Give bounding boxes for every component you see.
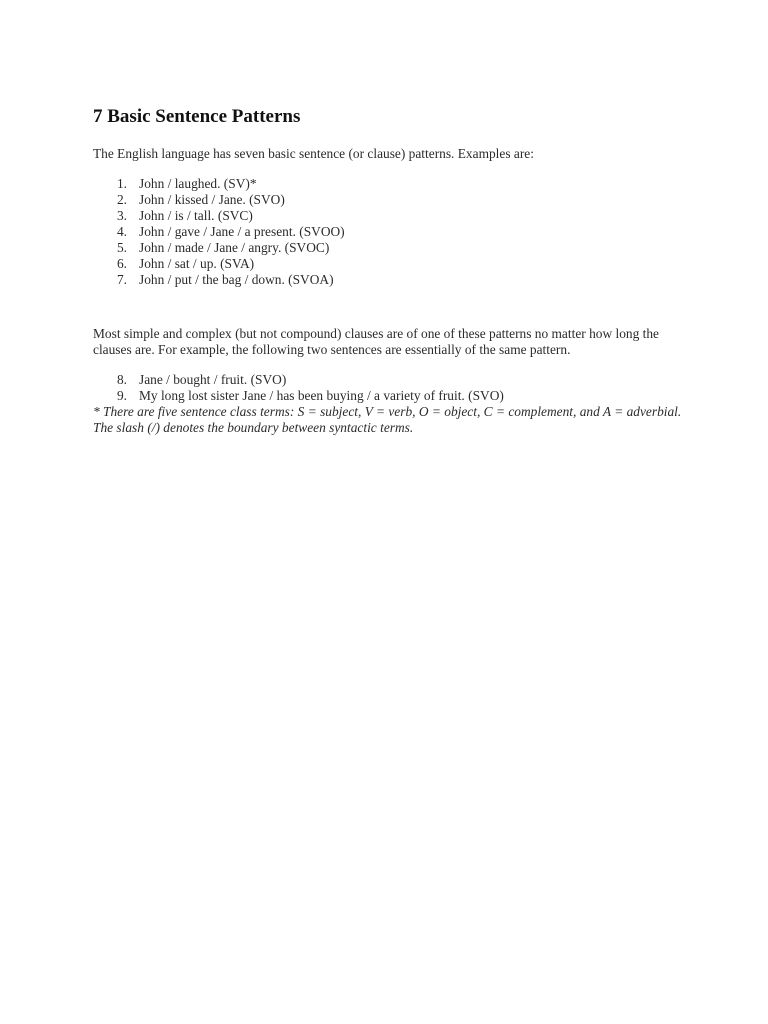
list-text: John / kissed / Jane. (SVO) bbox=[139, 192, 285, 207]
list-number: 9. bbox=[116, 388, 127, 403]
list-text: Jane / bought / fruit. (SVO) bbox=[139, 372, 287, 387]
list-number: 3. bbox=[116, 208, 127, 223]
list-item bbox=[93, 372, 683, 388]
body-paragraph: Most simple and complex (but not compound) clauses are of one of these patterns no matter how long the clauses are. For example, the following two sentences are essentially of the same pattern. bbox=[93, 326, 659, 357]
list-item bbox=[93, 272, 683, 288]
document-title: 7 Basic Sentence Patterns bbox=[93, 106, 301, 127]
example-list bbox=[93, 372, 683, 404]
list-number: 8. bbox=[116, 372, 127, 387]
list-item bbox=[93, 176, 683, 192]
list-number: 2. bbox=[116, 192, 127, 207]
list-item bbox=[93, 256, 683, 272]
document-page bbox=[93, 104, 683, 436]
list-item bbox=[93, 224, 683, 240]
list-number: 4. bbox=[116, 224, 127, 239]
list-number: 5. bbox=[116, 240, 127, 255]
list-text: John / gave / Jane / a present. (SVOO) bbox=[139, 224, 345, 239]
list-item bbox=[93, 240, 683, 256]
list-number: 6. bbox=[116, 256, 127, 271]
list-number: 7. bbox=[116, 272, 127, 287]
list-text: John / is / tall. (SVC) bbox=[139, 208, 253, 223]
list-text: John / put / the bag / down. (SVOA) bbox=[139, 272, 334, 287]
list-item bbox=[93, 208, 683, 224]
intro-paragraph: The English language has seven basic sentence (or clause) patterns. Examples are: bbox=[93, 146, 534, 161]
list-item bbox=[93, 192, 683, 208]
list-text: John / sat / up. (SVA) bbox=[139, 256, 255, 271]
pattern-list bbox=[93, 176, 683, 288]
list-number: 1. bbox=[116, 176, 127, 191]
footnote: * There are five sentence class terms: S = subject, V = verb, O = object, C = complement, and A = adverbial. The slash (/) denotes the boundary between syntactic terms. bbox=[93, 404, 682, 435]
list-item bbox=[93, 388, 683, 404]
list-text: John / laughed. (SV)* bbox=[139, 176, 257, 191]
list-text: John / made / Jane / angry. (SVOC) bbox=[139, 240, 330, 255]
list-text: My long lost sister Jane / has been buying / a variety of fruit. (SVO) bbox=[139, 388, 504, 403]
